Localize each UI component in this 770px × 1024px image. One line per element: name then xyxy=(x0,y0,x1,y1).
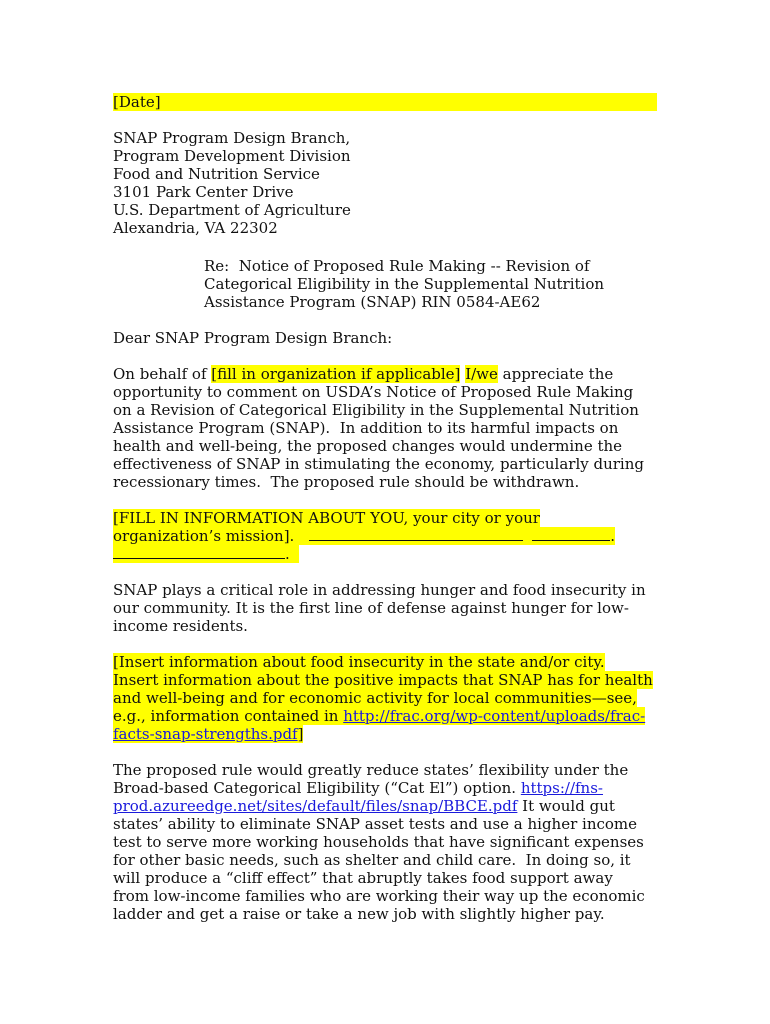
date-placeholder: [Date] xyxy=(113,93,161,111)
bbce-link[interactable]: https://fns- xyxy=(520,779,603,797)
paragraph-line: The proposed rule would greatly reduce states’ flexibility under the xyxy=(113,761,629,779)
intro-lead: On behalf of xyxy=(113,365,212,383)
paragraph-line: on a Revision of Categorical Eligibility in the Supplemental Nutrition xyxy=(113,401,639,419)
additional-fill-field[interactable] xyxy=(113,545,299,563)
frac-facts-link[interactable]: http://frac.org/wp-content/uploads/frac- xyxy=(343,707,646,725)
address-line: 3101 Park Center Drive xyxy=(113,183,294,201)
paragraph-line: SNAP plays a critical role in addressing hunger and food insecurity in xyxy=(113,581,646,599)
blank-line xyxy=(113,545,285,559)
paragraph-line: from low-income families who are working their way up the economic xyxy=(113,887,645,905)
paragraph-line: health and well-being, the proposed changes would undermine the xyxy=(113,437,623,455)
paragraph-line xyxy=(113,725,658,743)
paragraph-line xyxy=(113,509,658,527)
paragraph-line xyxy=(113,653,658,671)
iwe-fill-field[interactable]: I/we xyxy=(465,365,498,383)
paragraph-line: will produce a “cliff effect” that abruptly takes food support away xyxy=(113,869,613,887)
paragraph-line xyxy=(113,797,658,815)
paragraph-line: states’ ability to eliminate SNAP asset tests and use a higher income xyxy=(113,815,638,833)
address-line: Program Development Division xyxy=(113,147,351,165)
paragraph-line: income residents. xyxy=(113,617,248,635)
paragraph-line: opportunity to comment on USDA’s Notice of Proposed Rule Making xyxy=(113,383,634,401)
mission-fill-field[interactable] xyxy=(113,527,615,545)
period: . xyxy=(610,527,615,545)
address-line: U.S. Department of Agriculture xyxy=(113,201,351,219)
address-line: Food and Nutrition Service xyxy=(113,165,320,183)
close-bracket: ] xyxy=(297,725,304,743)
date-field[interactable] xyxy=(113,93,657,111)
paragraph-line xyxy=(113,707,658,725)
subject-text: Assistance Program (SNAP) RIN 0584-AE62 xyxy=(204,293,541,311)
insert-fill-field[interactable] xyxy=(113,707,645,725)
paragraph-line: ladder and get a raise or take a new job with slightly higher pay. xyxy=(113,905,605,923)
insert-fill-field[interactable]: Insert information about the positive impacts that SNAP has for health xyxy=(113,671,653,689)
paragraph-line xyxy=(113,365,658,383)
frac-facts-link[interactable]: facts-snap-strengths.pdf xyxy=(113,725,298,743)
subject-text: Re: Notice of Proposed Rule Making -- Revision of xyxy=(204,257,590,275)
cat-el-rest: It would gut xyxy=(517,797,615,815)
paragraph-snap-role xyxy=(113,581,658,635)
blank-line xyxy=(309,527,523,541)
paragraph-line: recessionary times. The proposed rule should be withdrawn. xyxy=(113,473,580,491)
paragraph-line xyxy=(113,689,658,707)
about-you-fill-field[interactable]: [FILL IN INFORMATION ABOUT YOU, your city or your xyxy=(113,509,540,527)
paragraph-line xyxy=(113,779,658,797)
paragraph-line: effectiveness of SNAP in stimulating the economy, particularly during xyxy=(113,455,644,473)
insert-fill-field[interactable] xyxy=(113,725,303,743)
paragraph-line xyxy=(113,671,658,689)
paragraph-intro xyxy=(113,365,658,491)
paragraph-line: our community. It is the first line of defense against hunger for low- xyxy=(113,599,629,617)
paragraph-line: Assistance Program (SNAP). In addition to its harmful impacts on xyxy=(113,419,619,437)
paragraph-food-insecurity xyxy=(113,653,658,743)
address-line: SNAP Program Design Branch, xyxy=(113,129,351,147)
intro-rest: appreciate the xyxy=(497,365,614,383)
paragraph-about-you xyxy=(113,509,658,563)
period: . xyxy=(285,545,290,563)
paragraph-line: test to serve more working households that have significant expenses xyxy=(113,833,644,851)
bbce-link[interactable]: prod.azureedge.net/sites/default/files/snap/BBCE.pdf xyxy=(113,797,518,815)
address-line: Alexandria, VA 22302 xyxy=(113,219,278,237)
organization-fill-field[interactable]: [fill in organization if applicable] xyxy=(211,365,461,383)
paragraph-cat-el xyxy=(113,761,658,923)
paragraph-line xyxy=(113,545,658,563)
mission-text: organization’s mission]. xyxy=(113,527,295,545)
insert-lead: e.g., information contained in xyxy=(113,707,344,725)
paragraph-line: for other basic needs, such as shelter and child care. In doing so, it xyxy=(113,851,631,869)
blank-line xyxy=(532,527,610,541)
paragraph-line xyxy=(113,527,658,545)
subject-line xyxy=(204,257,604,311)
cat-el-lead: Broad-based Categorical Eligibility (“Cat El”) option. xyxy=(113,779,521,797)
salutation-text: Dear SNAP Program Design Branch: xyxy=(113,329,393,347)
salutation xyxy=(113,329,658,347)
insert-fill-field[interactable]: [Insert information about food insecurity in the state and/or city. xyxy=(113,653,605,671)
insert-fill-field[interactable]: and well-being and for economic activity for local communities—see, xyxy=(113,689,637,707)
subject-text: Categorical Eligibility in the Supplemental Nutrition xyxy=(204,275,605,293)
recipient-address xyxy=(113,129,658,237)
